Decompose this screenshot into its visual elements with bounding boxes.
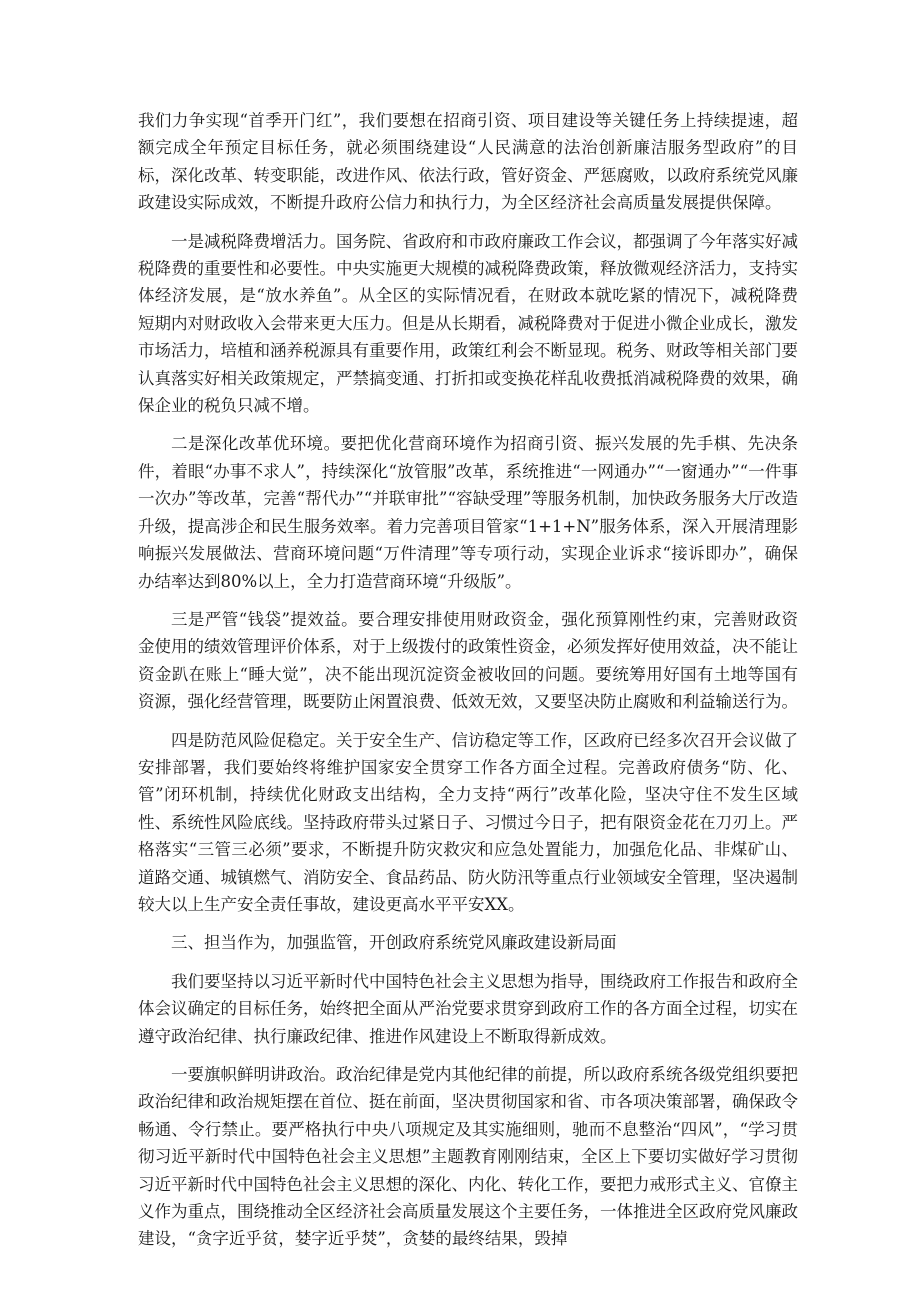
section-heading: 三、担当作为，加强监管，开创政府系统党风廉政建设新局面 bbox=[171, 933, 617, 953]
paragraph-section-intro: 我们要坚持以习近平新时代中国特色社会主义思想为指导，围绕政府工作报告和政府全体会议确定的目标任务，始终把全面从严治党要求贯穿到政府工作的各方面全过程，切实在遵守政治纪律、执行廉政纪律、推进作风建设上不断取得新成效。 bbox=[138, 971, 798, 1046]
paragraph-risk-prevention: 四是防范风险促稳定。关于安全生产、信访稳定等工作，区政府已经多次召开会议做了安排部署，我们要始终将维护国家安全贯穿工作各方面全过程。完善政府债务“防、化、管”闭环机制，持续优化财政支出结构，全力支持“两行”改革化险，坚决守住不发生区域性、系统性风险底线。坚持政府带头过紧日子、习惯过今日子，把有限资金花在刀刃上。严格落实“三管三必须”要求，不断提升防灾救灾和应急处置能力，加强危化品、非煤矿山、道路交通、城镇燃气、消防安全、食品药品、防火防汛等重点行业领域安全管理，坚决遏制较大以上生产安全责任事故，建设更高水平平安XX。 bbox=[138, 730, 798, 914]
paragraph-fiscal-management: 三是严管“钱袋”提效益。要合理安排使用财政资金，强化预算刚性约束，完善财政资金使用的绩效管理评价体系，对于上级拨付的政策性资金，必须发挥好使用效益，决不能让资金趴在账上“睡大觉”，决不能出现沉淀资金被收回的问题。要统筹用好国有土地等国有资源，强化经营管理，既要防止闲置浪费、低效无效，又要坚决防止腐败和利益输送行为。 bbox=[138, 609, 798, 712]
paragraph-intro: 我们力争实现“首季开门红”，我们要想在招商引资、项目建设等关键任务上持续提速，超额完成全年预定目标任务，就必须围绕建设“人民满意的法治创新廉洁服务型政府”的目标，深化改革、转变职能，改进作风、依法行政，管好资金、严惩腐败，以政府系统党风廉政建设实际成效，不断提升政府公信力和执行力，为全区经济社会高质量发展提供保障。 bbox=[138, 111, 798, 213]
paragraph-politics: 一要旗帜鲜明讲政治。政治纪律是党内其他纪律的前提，所以政府系统各级党组织要把政治纪律和政治规矩摆在首位、挺在前面，坚决贯彻国家和省、市各项决策部署，确保政令畅通、令行禁止。要严格执行中央八项规定及其实施细则，驰而不息整治“四风”，“学习贯彻习近平新时代中国特色社会主义思想”主题教育刚刚结束，全区上下要切实做好学习贯彻习近平新时代中国特色社会主义思想的深化、内化、转化工作，要把力戒形式主义、官僚主义作为重点，围绕推动全区经济社会高质量发展这个主要任务，一体推进全区政府党风廉政建设，“贪字近乎贫，婪字近乎焚”，贪婪的最终结果，毁掉 bbox=[138, 1065, 798, 1249]
paragraph-reform-environment: 二是深化改革优环境。要把优化营商环境作为招商引资、振兴发展的先手棋、先决条件，着眼“办事不求人”，持续深化“放管服”改革，系统推进“一网通办”“一窗通办”“一件事一次办”等改革，完善“帮代办”“并联审批”“容缺受理”等服务机制，加快政务服务大厅改造升级，提高涉企和民生服务效率。着力完善项目管家“1+1+N”服务体系，深入开展清理影响振兴发展做法、营商环境问题“万件清理”等专项行动，实现企业诉求“接诉即办”，确保办结率达到80%以上，全力打造营商环境“升级版”。 bbox=[138, 434, 798, 591]
paragraph-tax-reduction: 一是减税降费增活力。国务院、省政府和市政府廉政工作会议，都强调了今年落实好减税降费的重要性和必要性。中央实施更大规模的减税降费政策，释放微观经济活力，支持实体经济发展，是“放水养鱼”。从全区的实际情况看，在财政本就吃紧的情况下，减税降费短期内对财政收入会带来更大压力。但是从长期看，减税降费对于促进小微企业成长，激发市场活力，培植和涵养税源具有重要作用，政策红利会不断显现。税务、财政等相关部门要认真落实好相关政策规定，严禁搞变通、打折扣或变换花样乱收费抵消减税降费的效果，确保企业的税负只减不增。 bbox=[138, 231, 798, 416]
document-page bbox=[138, 107, 798, 1264]
